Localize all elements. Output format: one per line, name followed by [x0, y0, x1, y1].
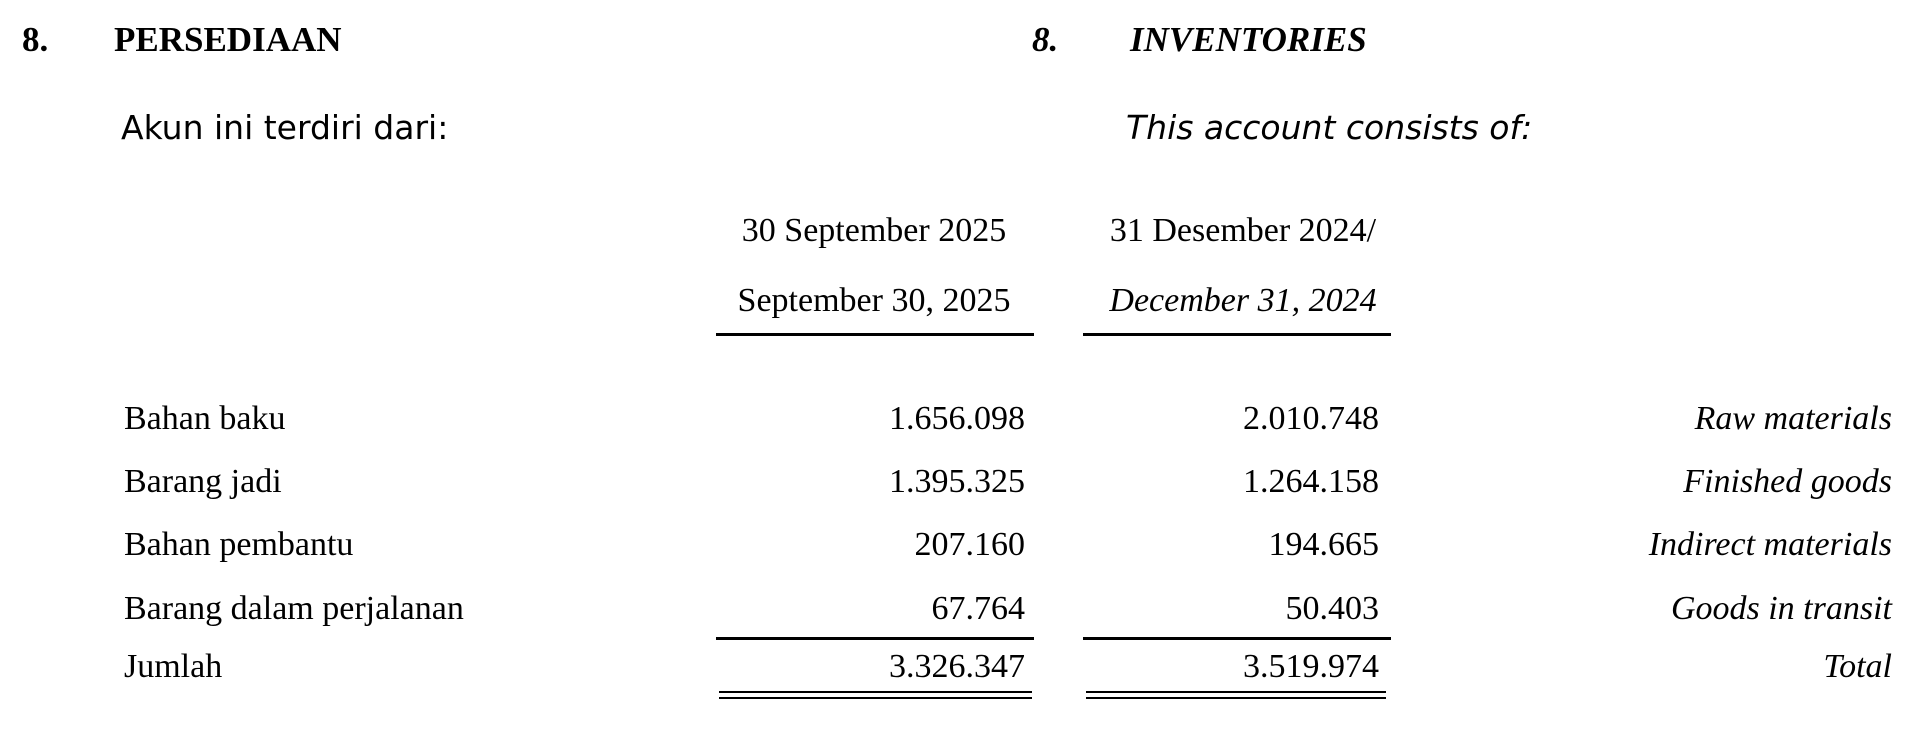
- total-label-en: Total: [1823, 648, 1892, 685]
- subtotal-rule-col1: [716, 637, 1034, 640]
- row-label-en: Goods in transit: [1670, 590, 1892, 627]
- row-value-col2: 2.010.748: [1243, 400, 1379, 437]
- total-value-col1: 3.326.347: [889, 648, 1025, 685]
- row-label-id: Bahan pembantu: [124, 526, 354, 563]
- column-header-2-underline: [1083, 333, 1391, 336]
- total-value-col2: 3.519.974: [1243, 648, 1379, 685]
- row-label-id: Bahan baku: [124, 400, 286, 437]
- row-value-col1: 1.656.098: [889, 400, 1025, 437]
- column-header-1-underline: [716, 333, 1034, 336]
- row-value-col2: 194.665: [1268, 526, 1379, 563]
- column-header-2-line2: December 31, 2024: [1109, 282, 1377, 319]
- section-number-en: 8.: [1032, 20, 1059, 59]
- column-header-2-line1: 31 Desember 2024/: [1109, 212, 1377, 249]
- row-label-id: Barang jadi: [124, 463, 282, 500]
- row-value-col1: 1.395.325: [889, 463, 1025, 500]
- total-double-rule-col2: [1086, 691, 1386, 699]
- row-value-col1: 67.764: [931, 590, 1025, 627]
- section-title-id: PERSEDIAAN: [114, 20, 342, 59]
- subtotal-rule-col2: [1083, 637, 1391, 640]
- intro-text-en: This account consists of:: [1126, 108, 1533, 147]
- total-double-rule-col1: [719, 691, 1032, 699]
- total-label-id: Jumlah: [124, 648, 223, 685]
- section-title-en: INVENTORIES: [1130, 20, 1367, 59]
- row-value-col2: 1.264.158: [1243, 463, 1379, 500]
- intro-text-id: Akun ini terdiri dari:: [121, 108, 449, 147]
- column-header-1-line1: 30 September 2025: [741, 212, 1007, 249]
- section-number-id: 8.: [22, 20, 49, 59]
- row-value-col2: 50.403: [1285, 590, 1379, 627]
- row-label-en: Indirect materials: [1648, 526, 1892, 563]
- row-label-en: Finished goods: [1683, 463, 1892, 500]
- row-label-en: Raw materials: [1694, 400, 1892, 437]
- column-header-1-line2: September 30, 2025: [737, 282, 1011, 319]
- row-value-col1: 207.160: [914, 526, 1025, 563]
- row-label-id: Barang dalam perjalanan: [124, 590, 464, 627]
